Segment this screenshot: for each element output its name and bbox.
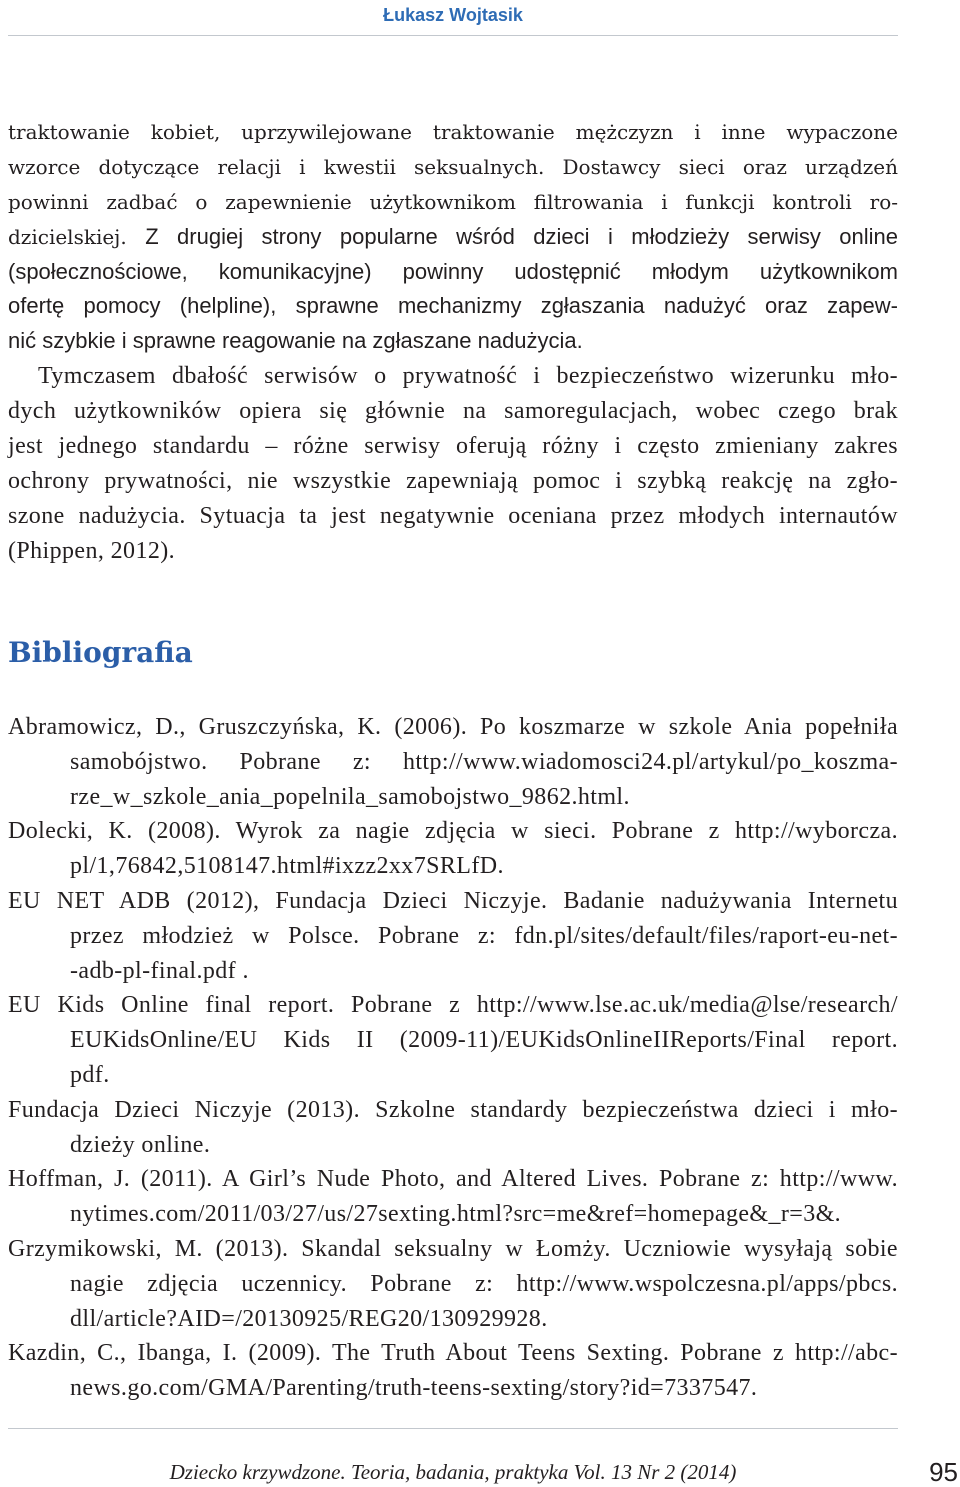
bibliography-list: [8, 710, 898, 1406]
bibliography-heading: Bibliografia: [8, 636, 193, 669]
body-line: (Phippen, 2012).: [8, 537, 176, 564]
reference-line: Kazdin, C., Ibanga, I. (2009). The Truth About Teens Sexting. Pobrane z http://abc-: [8, 1340, 898, 1367]
reference-line: dll/article?AID=/20130925/REG20/130929928.: [70, 1305, 548, 1332]
reference-entry: [8, 1336, 898, 1406]
body-line: (społecznościowe, komunikacyjne) powinny udostępnić młodym użytkownikom: [8, 258, 898, 284]
reference-line: rze_w_szkole_ania_popelnila_samobojstwo_9862.html.: [70, 783, 630, 810]
body-line: ochrony prywatności, nie wszystkie zapewniają pomoc i szybką reakcję na zgło-: [8, 467, 898, 494]
reference-line: Abramowicz, D., Gruszczyńska, K. (2006). Po koszmarze w szkole Ania popełniła: [8, 714, 898, 740]
reference-line: nagie zdjęcia uczennicy. Pobrane z: http://www.wspolczesna.pl/apps/pbcs.: [70, 1270, 898, 1297]
paragraph: [8, 359, 898, 568]
reference-line: -adb-pl-final.pdf .: [70, 957, 249, 984]
reference-line: samobójstwo. Pobrane z: http://www.wiadomosci24.pl/artykul/po_koszma-: [70, 748, 898, 775]
body-line: wzorce dotyczące relacji i kwestii seksualnych. Dostawcy sieci oraz urządzeń: [8, 154, 898, 179]
reference-line: EUKidsOnline/EU Kids II (2009-11)/EUKidsOnlineIIReports/Final report.: [70, 1027, 898, 1054]
reference-entry: [8, 1162, 898, 1232]
reference-line: dzieży online.: [70, 1131, 211, 1158]
reference-line: przez młodzież w Polsce. Pobrane z: fdn.pl/sites/default/files/raport-eu-net-: [70, 922, 898, 949]
footer-rule: [8, 1428, 898, 1429]
header-rule: [8, 35, 898, 36]
running-header-author: Łukasz Wojtasik: [383, 5, 523, 25]
reference-entry: [8, 814, 898, 884]
reference-line: pdf.: [70, 1061, 110, 1088]
reference-line: Grzymikowski, M. (2013). Skandal seksualny w Łomży. Uczniowie wysyłają sobie: [8, 1235, 898, 1262]
reference-entry: [8, 1232, 898, 1336]
reference-entry: [8, 1093, 898, 1163]
body-line: Tymczasem dbałość serwisów o prywatność i bezpieczeństwo wizerunku mło-: [38, 363, 898, 390]
journal-citation: Dziecko krzywdzone. Teoria, badania, praktyka Vol. 13 Nr 2 (2014): [169, 1460, 737, 1484]
body-line: powinni zadbać o zapewnienie użytkownikom filtrowania i funkcji kontroli ro-: [8, 189, 898, 214]
reference-line: EU Kids Online final report. Pobrane z http://www.lse.ac.uk/media@lse/research/: [8, 992, 898, 1019]
reference-line: EU NET ADB (2012), Fundacja Dzieci Niczyje. Badanie nadużywania Internetu: [8, 887, 898, 914]
body-line: traktowanie kobiet, uprzywilejowane traktowanie mężczyzn i inne wypaczone: [8, 120, 898, 144]
reference-line: Hoffman, J. (2011). A Girl’s Nude Photo, and Altered Lives. Pobrane z: http://www.: [8, 1166, 898, 1193]
body-line: [8, 220, 898, 255]
reference-entry: [8, 988, 898, 1092]
paragraph: [8, 115, 898, 359]
body-line: szone nadużycia. Sytuacja ta jest negatywnie oceniana przez młodych internautów: [8, 502, 898, 529]
reference-entry: [8, 884, 898, 988]
reference-line: Dolecki, K. (2008). Wyrok za nagie zdjęcia w sieci. Pobrane z http://wyborcza.: [8, 818, 898, 845]
body-line-segment: dzicielskiej.: [8, 224, 127, 249]
body-line: jest jednego standardu – różne serwisy oferują różny i często zmieniany zakres: [8, 433, 898, 460]
reference-line: news.go.com/GMA/Parenting/truth-teens-sexting/story?id=7337547.: [70, 1375, 758, 1402]
reference-entry: [8, 710, 898, 814]
body-line: nić szybkie i sprawne reagowanie na zgłaszane nadużycia.: [8, 328, 583, 354]
reference-line: pl/1,76842,5108147.html#ixzz2xx7SRLfD.: [70, 853, 504, 880]
body-line: dych użytkowników opiera się głównie na samoregulacjach, wobec czego brak: [8, 398, 898, 425]
reference-line: Fundacja Dzieci Niczyje (2013). Szkolne standardy bezpieczeństwa dzieci i mło-: [8, 1096, 898, 1123]
reference-line: nytimes.com/2011/03/27/us/27sexting.html?src=me&ref=homepage&_r=3&.: [70, 1201, 842, 1228]
body-line-segment: Z drugiej strony popularne wśród dzieci i młodzieży serwisy online: [145, 223, 898, 249]
page-number: 95: [929, 1457, 958, 1487]
body-line: ofertę pomocy (helpline), sprawne mechanizmy zgłaszania nadużyć oraz zapew-: [8, 293, 898, 319]
body-text: [8, 115, 898, 569]
